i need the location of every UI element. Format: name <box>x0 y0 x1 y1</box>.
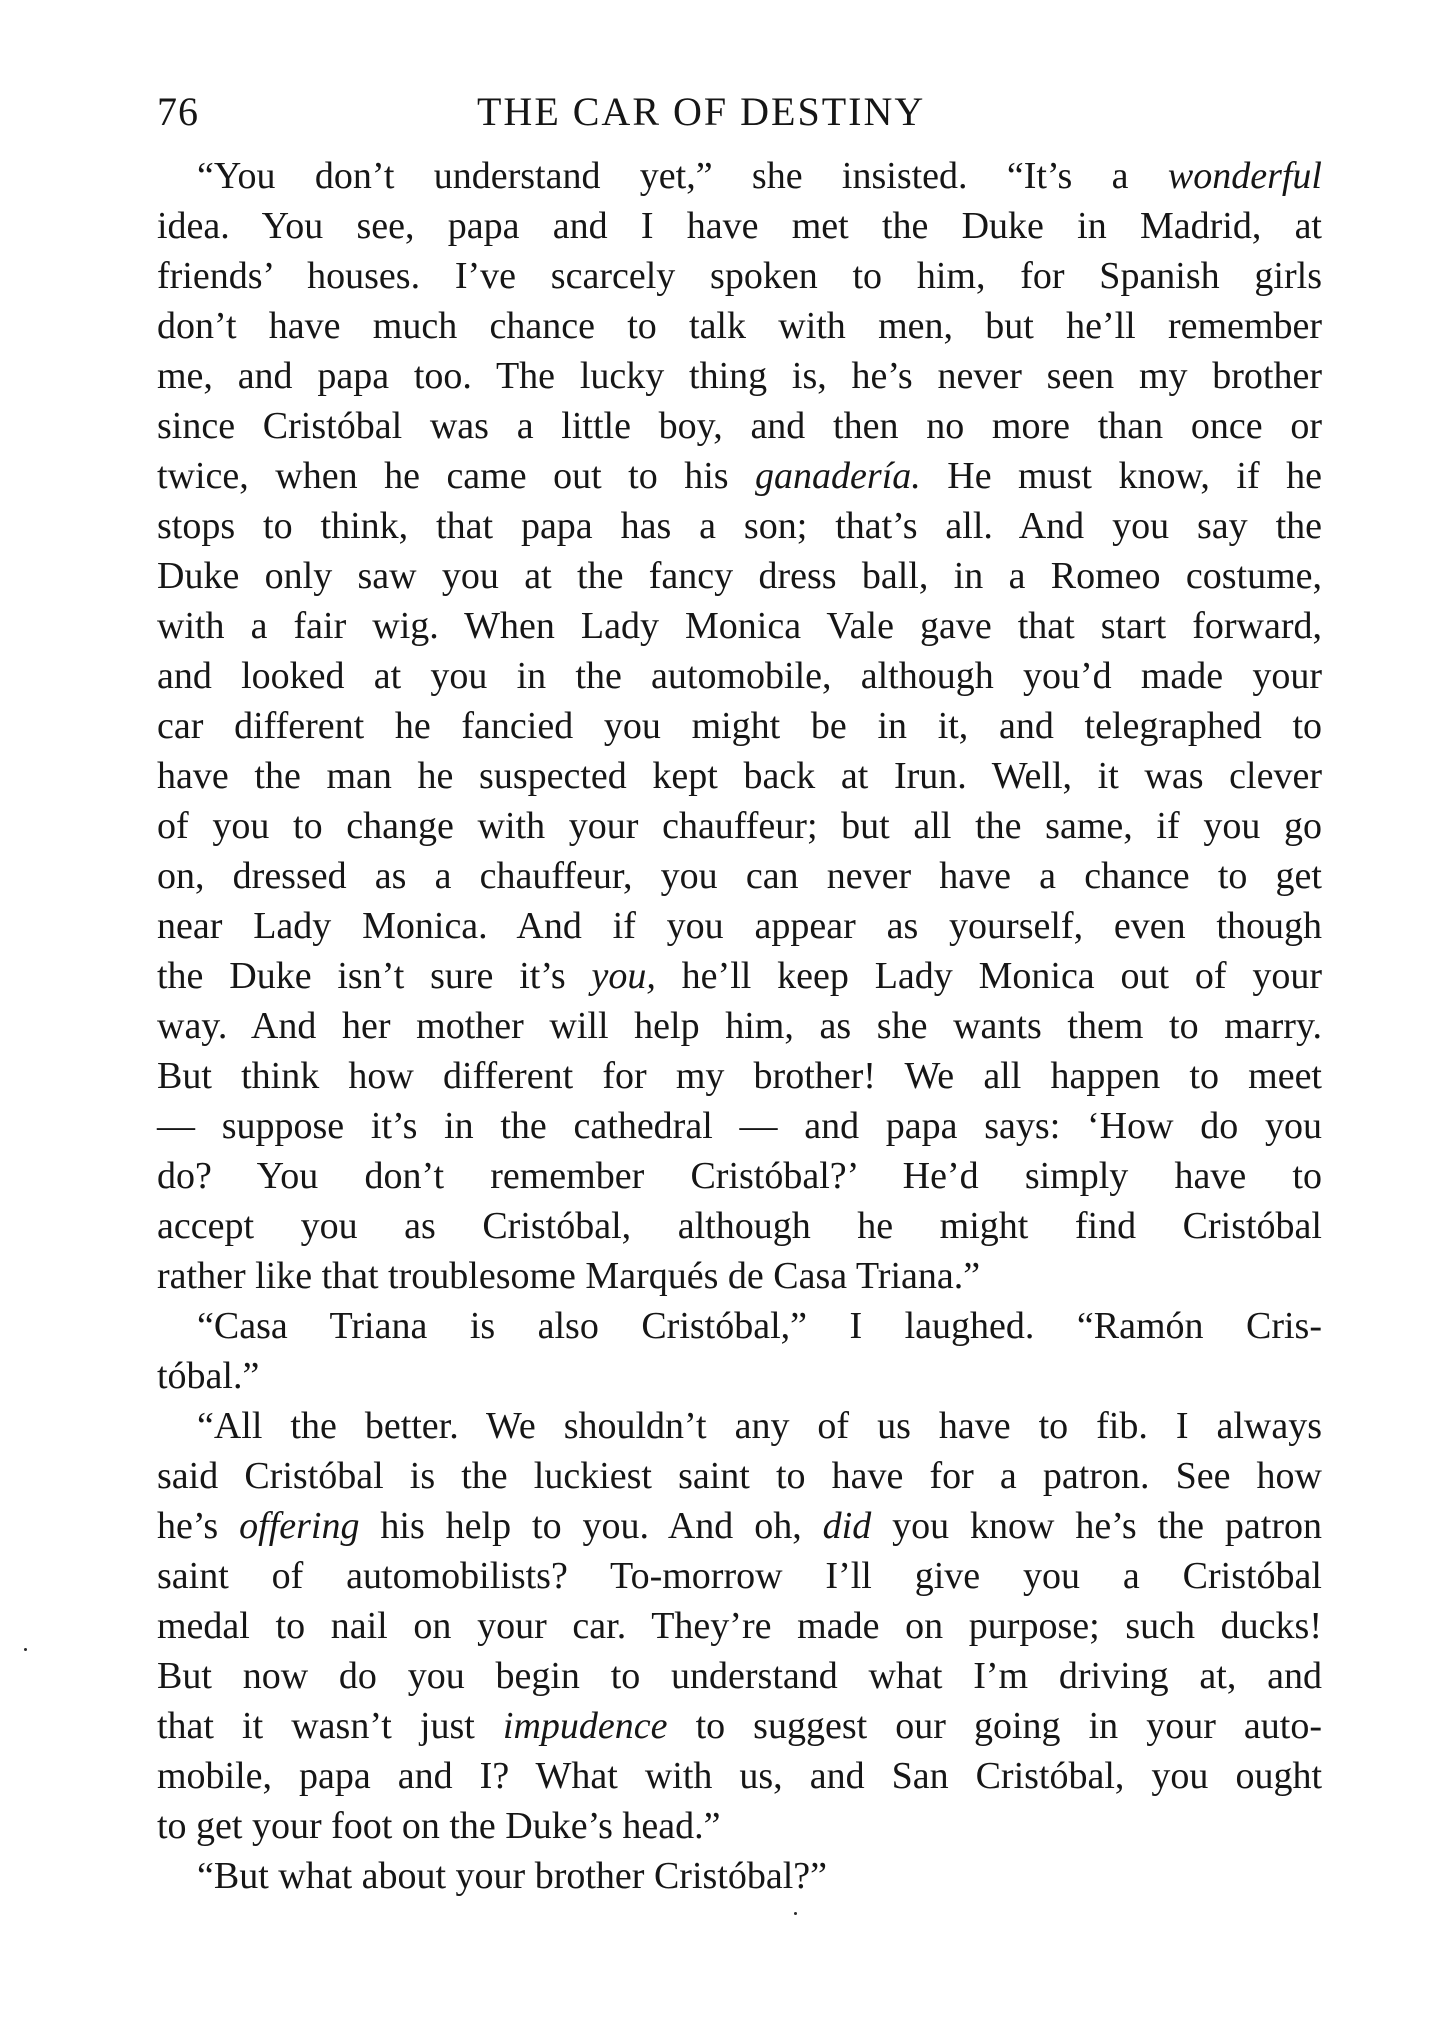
text-line: the Duke isn’t sure it’s you, he’ll keep Lady Monica out of your <box>157 955 1323 997</box>
text-line: idea. You see, papa and I have met the Duke in Madrid, at <box>157 205 1322 247</box>
text-line: to get your foot on the Duke’s head.” <box>157 1805 721 1847</box>
page-number: 76 <box>157 89 199 134</box>
text-line: with a fair wig. When Lady Monica Vale gave that start forward, <box>157 605 1322 647</box>
text-line: accept you as Cristóbal, although he might find Cristóbal <box>157 1205 1322 1247</box>
text-line: on, dressed as a chauffeur, you can never have a chance to get <box>157 855 1322 897</box>
text-line: But think how different for my brother! We all happen to meet <box>157 1055 1322 1097</box>
text-line: way. And her mother will help him, as she wants them to marry. <box>157 1005 1322 1047</box>
text-line: do? You don’t remember Cristóbal?’ He’d simply have to <box>157 1155 1322 1197</box>
text-line: that it wasn’t just impudence to suggest our going in your auto- <box>157 1705 1323 1747</box>
text-line: Duke only saw you at the fancy dress ball, in a Romeo costume, <box>157 555 1322 597</box>
text-line: car different he fancied you might be in it, and telegraphed to <box>157 705 1322 747</box>
text-line: me, and papa too. The lucky thing is, he’s never seen my brother <box>157 355 1322 397</box>
running-head: THE CAR OF DESTINY <box>477 89 926 134</box>
text-line: since Cristóbal was a little boy, and then no more than once or <box>157 405 1322 447</box>
text-line: — suppose it’s in the cathedral — and papa says: ‘How do you <box>157 1105 1322 1147</box>
text-line: don’t have much chance to talk with men, but he’ll remember <box>157 305 1322 347</box>
text-line: mobile, papa and I? What with us, and San Cristóbal, you ought <box>157 1755 1322 1797</box>
text-line: near Lady Monica. And if you appear as yourself, even though <box>157 905 1322 947</box>
text-line: medal to nail on your car. They’re made on purpose; such ducks! <box>157 1605 1322 1647</box>
text-line: and looked at you in the automobile, although you’d made your <box>157 655 1322 697</box>
text-line: saint of automobilists? To-morrow I’ll give you a Cristóbal <box>157 1555 1322 1597</box>
text-line: he’s offering his help to you. And oh, did you know he’s the patron <box>157 1505 1322 1547</box>
text-line: have the man he suspected kept back at Irun. Well, it was clever <box>157 755 1322 797</box>
scan-speck <box>794 1912 797 1915</box>
text-line: “All the better. We shouldn’t any of us have to fib. I always <box>197 1405 1322 1447</box>
text-line: twice, when he came out to his ganadería. He must know, if he <box>157 455 1322 497</box>
body-text <box>157 151 1322 1901</box>
text-line: tóbal.” <box>157 1355 260 1397</box>
text-line: rather like that troublesome Marqués de Casa Triana.” <box>157 1255 981 1297</box>
text-line: “You don’t understand yet,” she insisted. “It’s a wonderful <box>197 155 1322 197</box>
text-line: “Casa Triana is also Cristóbal,” I laughed. “Ramón Cris- <box>197 1305 1322 1347</box>
text-line: “But what about your brother Cristóbal?” <box>197 1855 828 1897</box>
text-line: of you to change with your chauffeur; but all the same, if you go <box>157 805 1322 847</box>
text-line: But now do you begin to understand what I’m driving at, and <box>157 1655 1322 1697</box>
text-line: friends’ houses. I’ve scarcely spoken to him, for Spanish girls <box>157 255 1322 297</box>
text-line: stops to think, that papa has a son; that’s all. And you say the <box>157 505 1322 547</box>
page-header <box>157 82 1322 142</box>
text-line: said Cristóbal is the luckiest saint to have for a patron. See how <box>157 1455 1322 1497</box>
scan-speck <box>24 1648 27 1651</box>
